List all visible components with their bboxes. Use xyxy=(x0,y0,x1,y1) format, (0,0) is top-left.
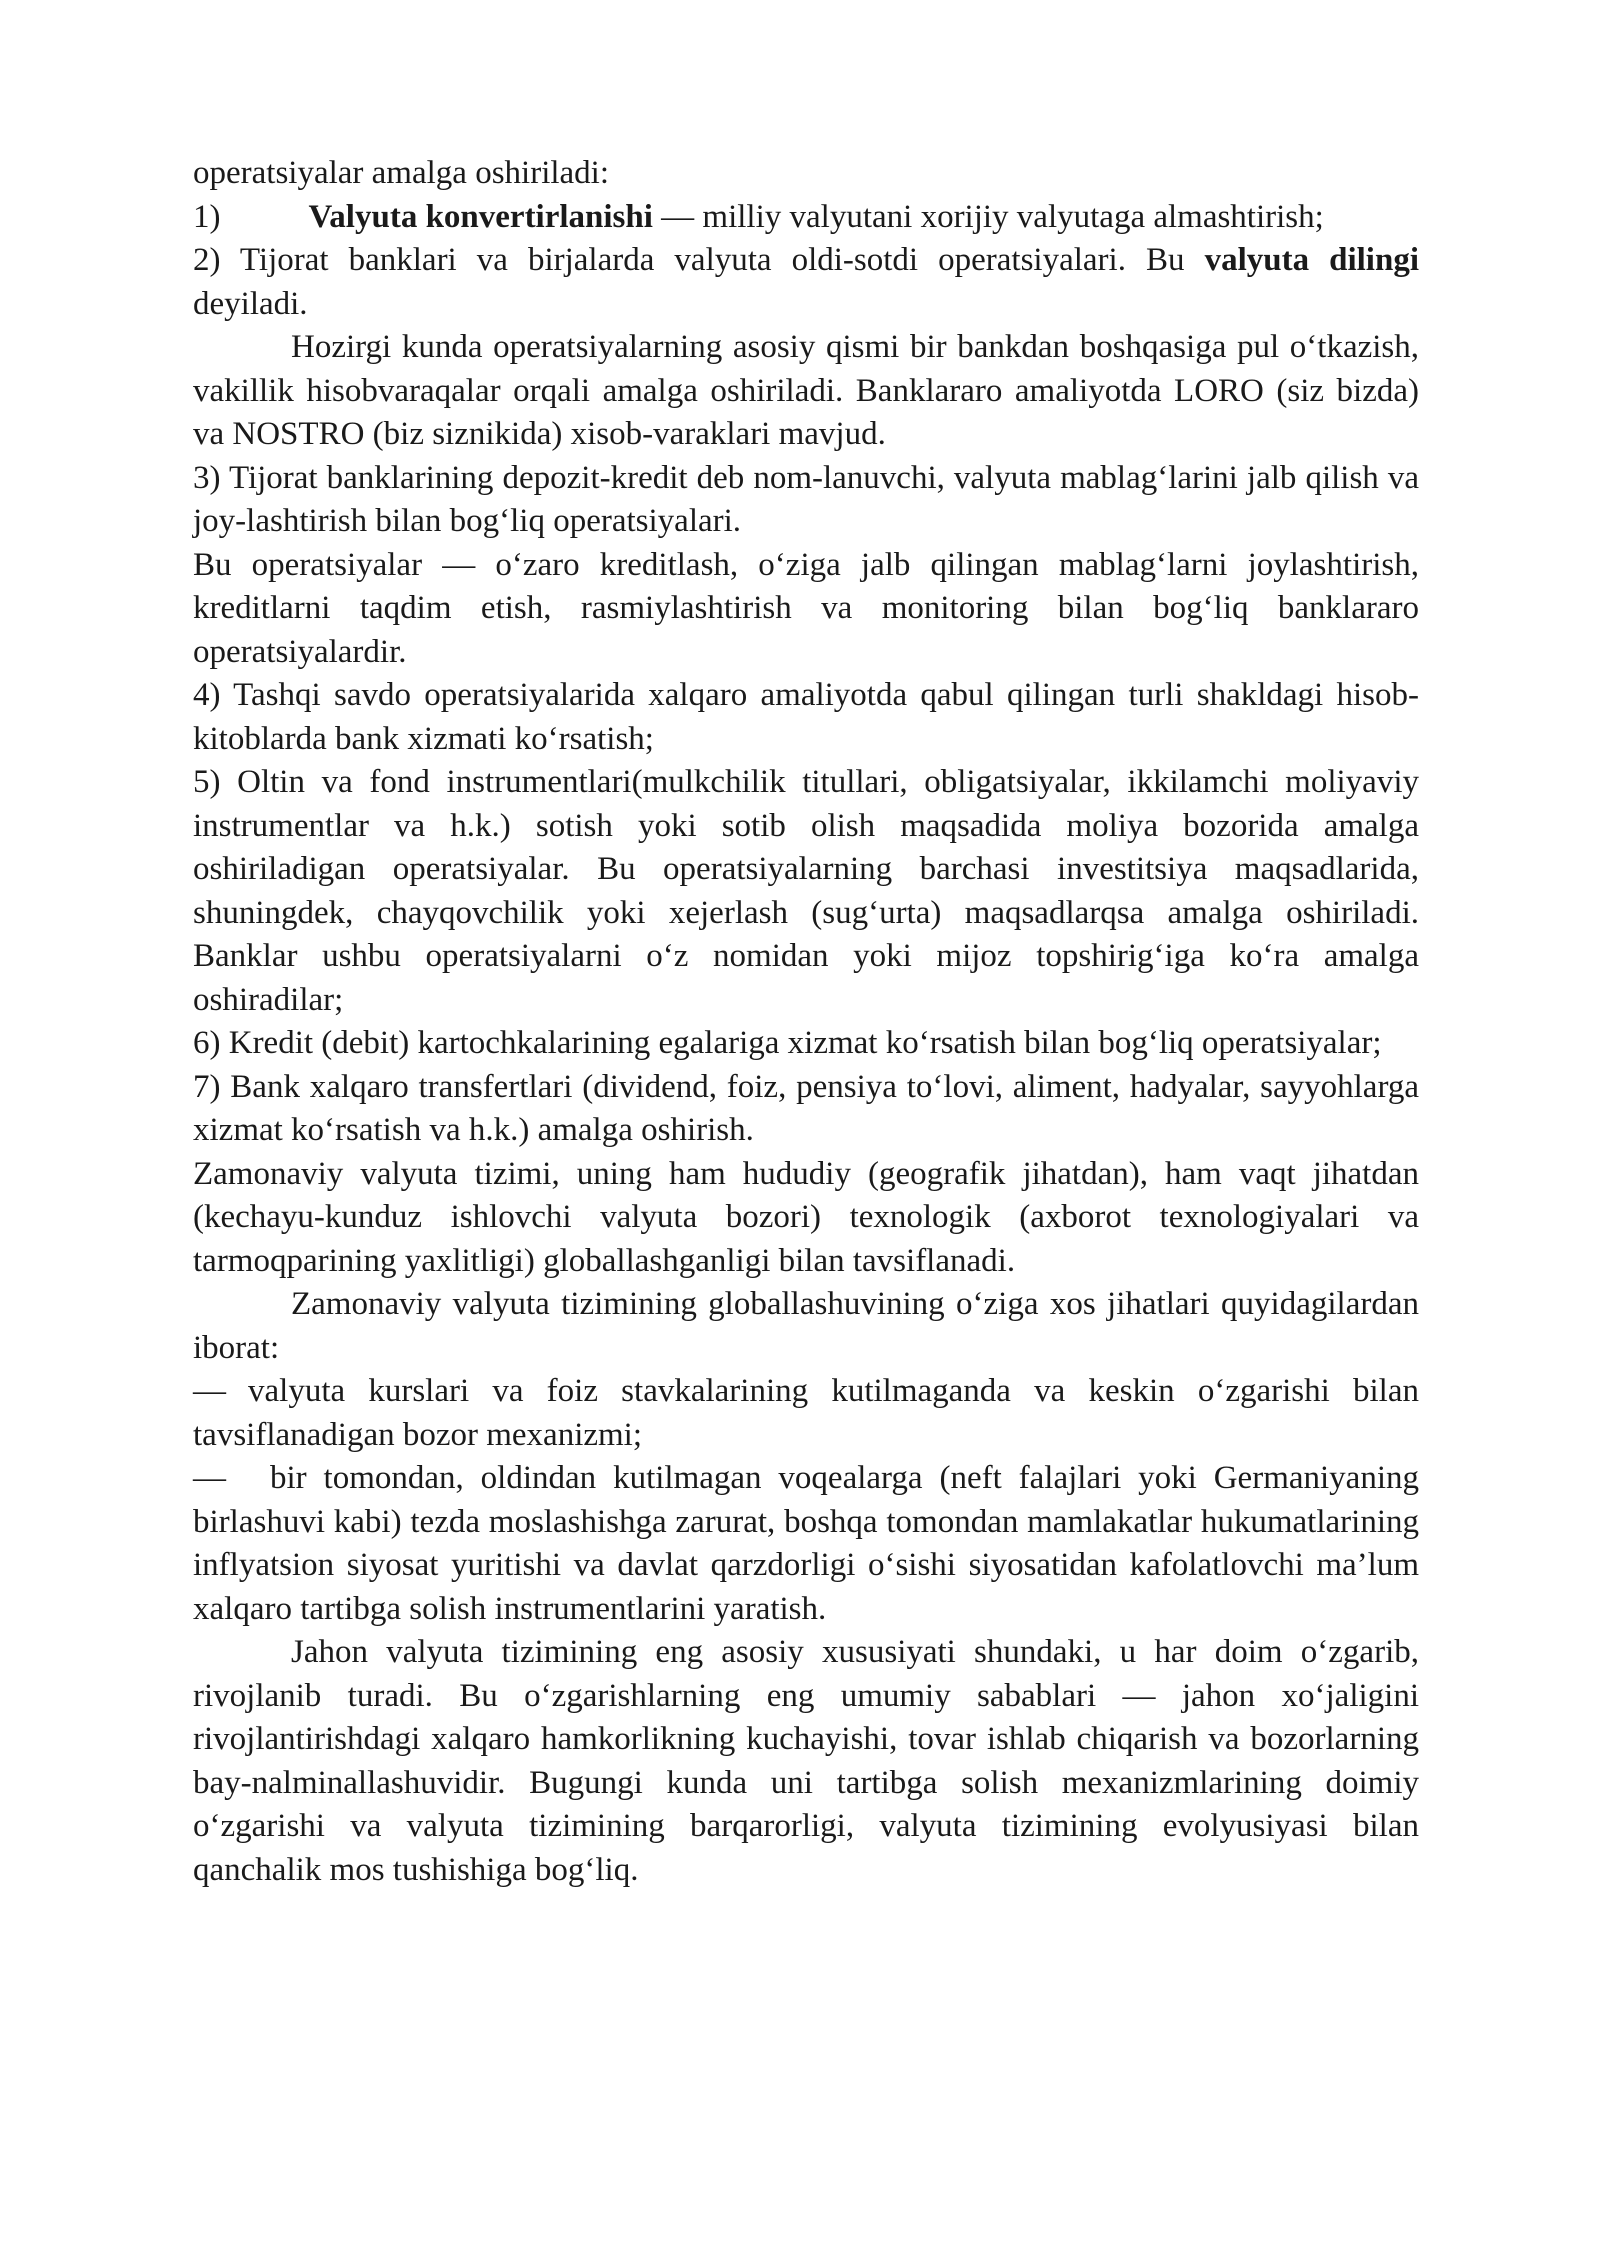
list-item-4: 4) Tashqi savdo operatsiyalarida xalqaro amaliyotda qabul qilingan turli shakldagi hisob-kitoblarda bank xizmati ko‘rsatish; xyxy=(193,677,1419,757)
list-item-text: 2) Tijorat banklari va birjalarda valyuta oldi-sotdi operatsiyalari. Bu xyxy=(193,242,1205,278)
dash-item-2 xyxy=(193,1457,1419,1631)
dash-marker: — xyxy=(193,1373,226,1409)
paragraph-interbank: Hozirgi kunda operatsiyalarning asosiy qismi bir bankdan boshqasiga pul o‘tkazish, vakillik hisobvaraqalar orqali amalga oshiriladi. Banklararo amaliyotda LORO (siz bizda) va NOSTRO (biz siznikida) xisob-varaklari mavjud. xyxy=(193,329,1419,452)
paragraph-conclusion: Jahon valyuta tizimining eng asosiy xususiyati shundaki, u har doim o‘zgarib, rivojlanib turadi. Bu o‘zgarishlarning eng umumiy sabablari — jahon xo‘jaligini rivojlantirishdagi xalqaro hamkorlikning kuchayishi, tovar ishlab chiqarish va bozorlarning bay-nalminallashuvidir. Bugungi kunda uni tartibga solish mexanizmlarining doimiy o‘zgarishi va valyuta tizimining barqarorligi, valyuta tizimining evolyusiyasi bilan qanchalik mos tushishiga bog‘liq. xyxy=(193,1634,1419,1888)
dash-item-text: bir tomondan, oldindan kutilmagan voqealarga (neft falajlari yoki Germaniyaning birlashuvi kabi) tezda moslashishga zarurat, boshqa tomondan mamlakatlar hukumatlarining inflyatsion siyosat yuritishi va davlat qarzdorligi o‘sishi siyosatidan kafolatlovchi ma’lum xalqaro tartibga solish instrumentlarini yaratish. xyxy=(193,1460,1419,1627)
list-item-6: 6) Kredit (debit) kartochkalarining egalariga xizmat ko‘rsatish bilan bog‘liq operatsiyalar; xyxy=(193,1025,1382,1061)
list-item-text-end: deyiladi. xyxy=(193,285,308,322)
dash-item-1 xyxy=(193,1370,1419,1457)
bold-term: Valyuta konvertirlanishi xyxy=(308,198,653,235)
list-item-3: 3) Tijorat banklarining depozit-kredit deb nom-lanuvchi, valyuta mablag‘larini jalb qilish va joy-lashtirish bilan bog‘liq operatsiyalari. xyxy=(193,459,1419,539)
dash-item-text: valyuta kurslari va foiz stavkalarining kutilmaganda va keskin o‘zgarishi bilan tavsiflanadigan bozor mexanizmi; xyxy=(193,1373,1419,1453)
list-item-5: 5) Oltin va fond instrumentlari(mulkchilik titullari, obligatsiyalar, ikkilamchi moliyaviy instrumentlar va h.k.) sotish yoki sotib olish maqsadida moliya bozorida amalga oshiriladigan operatsiyalar. Bu operatsiyalarning barchasi investitsiya maqsadlarida, shuningdek, chayqovchilik yoki xejerlash (sug‘urta) maqsadlarqsa amalga oshiriladi. Banklar ushbu operatsiyalarni o‘z nomidan yoki mijoz topshirig‘iga ko‘ra amalga oshiradilar; xyxy=(193,764,1419,1018)
dash-marker: — xyxy=(193,1460,226,1496)
list-item-text: — milliy valyutani xorijiy valyutaga almashtirish; xyxy=(652,198,1324,235)
paragraph-intro: operatsiyalar amalga oshiriladi: xyxy=(193,155,610,191)
list-item-7: 7) Bank xalqaro transfertlari (dividend, foiz, pensiya to‘lovi, aliment, hadyalar, sayyohlarga xizmat ko‘rsatish va h.k.) amalga oshirish. xyxy=(193,1068,1419,1148)
paragraph-modern-system: Zamonaviy valyuta tizimi, uning ham hududiy (geografik jihatdan), ham vaqt jihatdan (kechayu-kunduz ishlovchi valyuta bozori) texnologik (axborot texnologiyalari va tarmoqparining yaxlitligi) globallashganligi bilan tavsiflanadi. xyxy=(193,1155,1419,1279)
bold-term: valyuta dilingi xyxy=(1204,242,1419,278)
list-item-1 xyxy=(193,196,1419,240)
list-item-2 xyxy=(193,239,1419,326)
paragraph-globalization: Zamonaviy valyuta tizimining globallashuvining o‘ziga xos jihatlari quyidagilardan iborat: xyxy=(193,1286,1419,1366)
list-number: 1) xyxy=(193,198,221,235)
document-page xyxy=(193,152,1419,1892)
paragraph-operations: Bu operatsiyalar — o‘zaro kreditlash, o‘ziga jalb qilingan mablag‘larni joylashtirish, kreditlarni taqdim etish, rasmiylashtirish va monitoring bilan bog‘liq banklararo operatsiyalardir. xyxy=(193,546,1419,670)
